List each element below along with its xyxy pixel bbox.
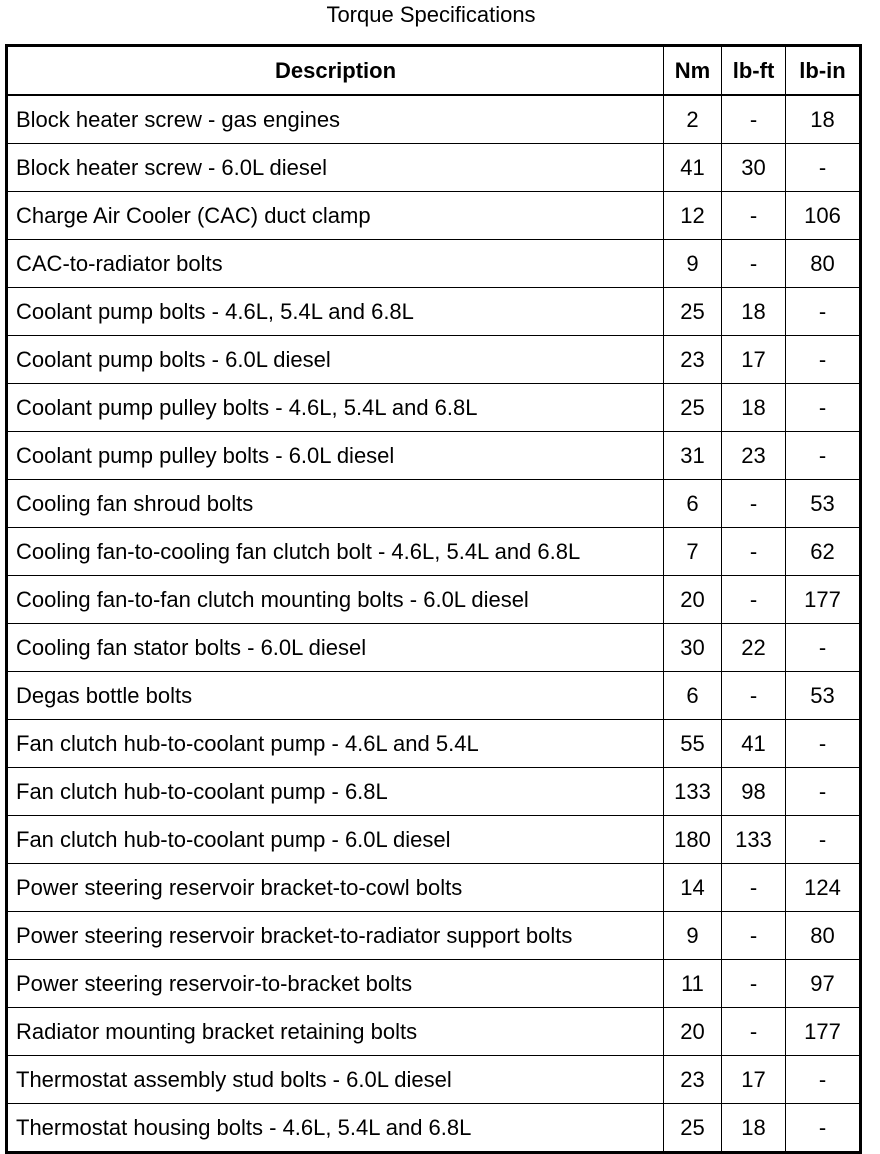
nm-cell: 25 xyxy=(664,384,722,432)
lbft-cell: - xyxy=(722,912,786,960)
description-cell: Thermostat assembly stud bolts - 6.0L diesel xyxy=(7,1056,664,1104)
column-header-lbin: lb-in xyxy=(786,46,861,96)
table-row xyxy=(7,384,861,432)
lbin-cell: - xyxy=(786,384,861,432)
lbin-cell: 53 xyxy=(786,480,861,528)
lbin-cell: - xyxy=(786,624,861,672)
table-row xyxy=(7,768,861,816)
lbin-cell: 124 xyxy=(786,864,861,912)
table-row xyxy=(7,336,861,384)
nm-cell: 133 xyxy=(664,768,722,816)
description-cell: Charge Air Cooler (CAC) duct clamp xyxy=(7,192,664,240)
description-cell: Coolant pump bolts - 6.0L diesel xyxy=(7,336,664,384)
table-row xyxy=(7,816,861,864)
table-row xyxy=(7,240,861,288)
lbft-cell: 18 xyxy=(722,384,786,432)
lbin-cell: - xyxy=(786,288,861,336)
lbft-cell: - xyxy=(722,864,786,912)
description-cell: Degas bottle bolts xyxy=(7,672,664,720)
lbin-cell: - xyxy=(786,144,861,192)
nm-cell: 2 xyxy=(664,95,722,144)
table-row xyxy=(7,144,861,192)
nm-cell: 6 xyxy=(664,672,722,720)
lbft-cell: 18 xyxy=(722,1104,786,1153)
table-row xyxy=(7,576,861,624)
table-header xyxy=(7,46,861,96)
lbft-cell: 22 xyxy=(722,624,786,672)
table-row xyxy=(7,1104,861,1153)
lbin-cell: 62 xyxy=(786,528,861,576)
description-cell: Power steering reservoir bracket-to-radiator support bolts xyxy=(7,912,664,960)
lbin-cell: 106 xyxy=(786,192,861,240)
lbin-cell: 177 xyxy=(786,576,861,624)
description-cell: Cooling fan stator bolts - 6.0L diesel xyxy=(7,624,664,672)
description-cell: Cooling fan-to-cooling fan clutch bolt - 4.6L, 5.4L and 6.8L xyxy=(7,528,664,576)
table-body xyxy=(7,95,861,1153)
lbin-cell: - xyxy=(786,816,861,864)
lbft-cell: 18 xyxy=(722,288,786,336)
torque-specifications-table xyxy=(5,44,862,1154)
lbft-cell: - xyxy=(722,672,786,720)
nm-cell: 55 xyxy=(664,720,722,768)
table-row xyxy=(7,432,861,480)
description-cell: Radiator mounting bracket retaining bolts xyxy=(7,1008,664,1056)
nm-cell: 31 xyxy=(664,432,722,480)
nm-cell: 20 xyxy=(664,1008,722,1056)
nm-cell: 30 xyxy=(664,624,722,672)
lbin-cell: 97 xyxy=(786,960,861,1008)
nm-cell: 20 xyxy=(664,576,722,624)
column-header-description: Description xyxy=(7,46,664,96)
description-cell: Block heater screw - gas engines xyxy=(7,95,664,144)
nm-cell: 12 xyxy=(664,192,722,240)
column-header-nm: Nm xyxy=(664,46,722,96)
lbft-cell: 30 xyxy=(722,144,786,192)
table-row xyxy=(7,95,861,144)
table-row xyxy=(7,672,861,720)
lbin-cell: 53 xyxy=(786,672,861,720)
lbft-cell: - xyxy=(722,528,786,576)
lbft-cell: - xyxy=(722,1008,786,1056)
description-cell: Fan clutch hub-to-coolant pump - 6.0L diesel xyxy=(7,816,664,864)
nm-cell: 25 xyxy=(664,1104,722,1153)
lbft-cell: 98 xyxy=(722,768,786,816)
description-cell: CAC-to-radiator bolts xyxy=(7,240,664,288)
lbin-cell: - xyxy=(786,336,861,384)
lbft-cell: - xyxy=(722,960,786,1008)
description-cell: Cooling fan shroud bolts xyxy=(7,480,664,528)
lbin-cell: 80 xyxy=(786,240,861,288)
nm-cell: 23 xyxy=(664,1056,722,1104)
lbin-cell: 80 xyxy=(786,912,861,960)
lbin-cell: 18 xyxy=(786,95,861,144)
table-row xyxy=(7,960,861,1008)
description-cell: Power steering reservoir-to-bracket bolts xyxy=(7,960,664,1008)
description-cell: Cooling fan-to-fan clutch mounting bolts - 6.0L diesel xyxy=(7,576,664,624)
table-row xyxy=(7,1008,861,1056)
table-row xyxy=(7,1056,861,1104)
description-cell: Power steering reservoir bracket-to-cowl bolts xyxy=(7,864,664,912)
nm-cell: 7 xyxy=(664,528,722,576)
description-cell: Thermostat housing bolts - 4.6L, 5.4L and 6.8L xyxy=(7,1104,664,1153)
nm-cell: 9 xyxy=(664,912,722,960)
description-cell: Fan clutch hub-to-coolant pump - 4.6L and 5.4L xyxy=(7,720,664,768)
lbft-cell: - xyxy=(722,95,786,144)
nm-cell: 11 xyxy=(664,960,722,1008)
table-row xyxy=(7,864,861,912)
description-cell: Block heater screw - 6.0L diesel xyxy=(7,144,664,192)
table-row xyxy=(7,192,861,240)
lbin-cell: - xyxy=(786,768,861,816)
lbft-cell: 23 xyxy=(722,432,786,480)
table-row xyxy=(7,720,861,768)
nm-cell: 14 xyxy=(664,864,722,912)
lbft-cell: - xyxy=(722,192,786,240)
lbin-cell: - xyxy=(786,720,861,768)
lbft-cell: 17 xyxy=(722,336,786,384)
lbft-cell: - xyxy=(722,480,786,528)
nm-cell: 180 xyxy=(664,816,722,864)
column-header-lbft: lb-ft xyxy=(722,46,786,96)
description-cell: Coolant pump pulley bolts - 4.6L, 5.4L and 6.8L xyxy=(7,384,664,432)
lbin-cell: - xyxy=(786,1056,861,1104)
table-row xyxy=(7,480,861,528)
lbft-cell: - xyxy=(722,240,786,288)
table-row xyxy=(7,528,861,576)
page-title: Torque Specifications xyxy=(326,2,536,27)
lbft-cell: - xyxy=(722,576,786,624)
lbin-cell: - xyxy=(786,1104,861,1153)
header-row xyxy=(7,46,861,96)
lbft-cell: 17 xyxy=(722,1056,786,1104)
table-row xyxy=(7,288,861,336)
lbft-cell: 41 xyxy=(722,720,786,768)
table-row xyxy=(7,912,861,960)
nm-cell: 6 xyxy=(664,480,722,528)
nm-cell: 9 xyxy=(664,240,722,288)
description-cell: Coolant pump bolts - 4.6L, 5.4L and 6.8L xyxy=(7,288,664,336)
nm-cell: 41 xyxy=(664,144,722,192)
lbin-cell: - xyxy=(786,432,861,480)
description-cell: Coolant pump pulley bolts - 6.0L diesel xyxy=(7,432,664,480)
nm-cell: 25 xyxy=(664,288,722,336)
description-cell: Fan clutch hub-to-coolant pump - 6.8L xyxy=(7,768,664,816)
nm-cell: 23 xyxy=(664,336,722,384)
lbft-cell: 133 xyxy=(722,816,786,864)
lbin-cell: 177 xyxy=(786,1008,861,1056)
table-row xyxy=(7,624,861,672)
